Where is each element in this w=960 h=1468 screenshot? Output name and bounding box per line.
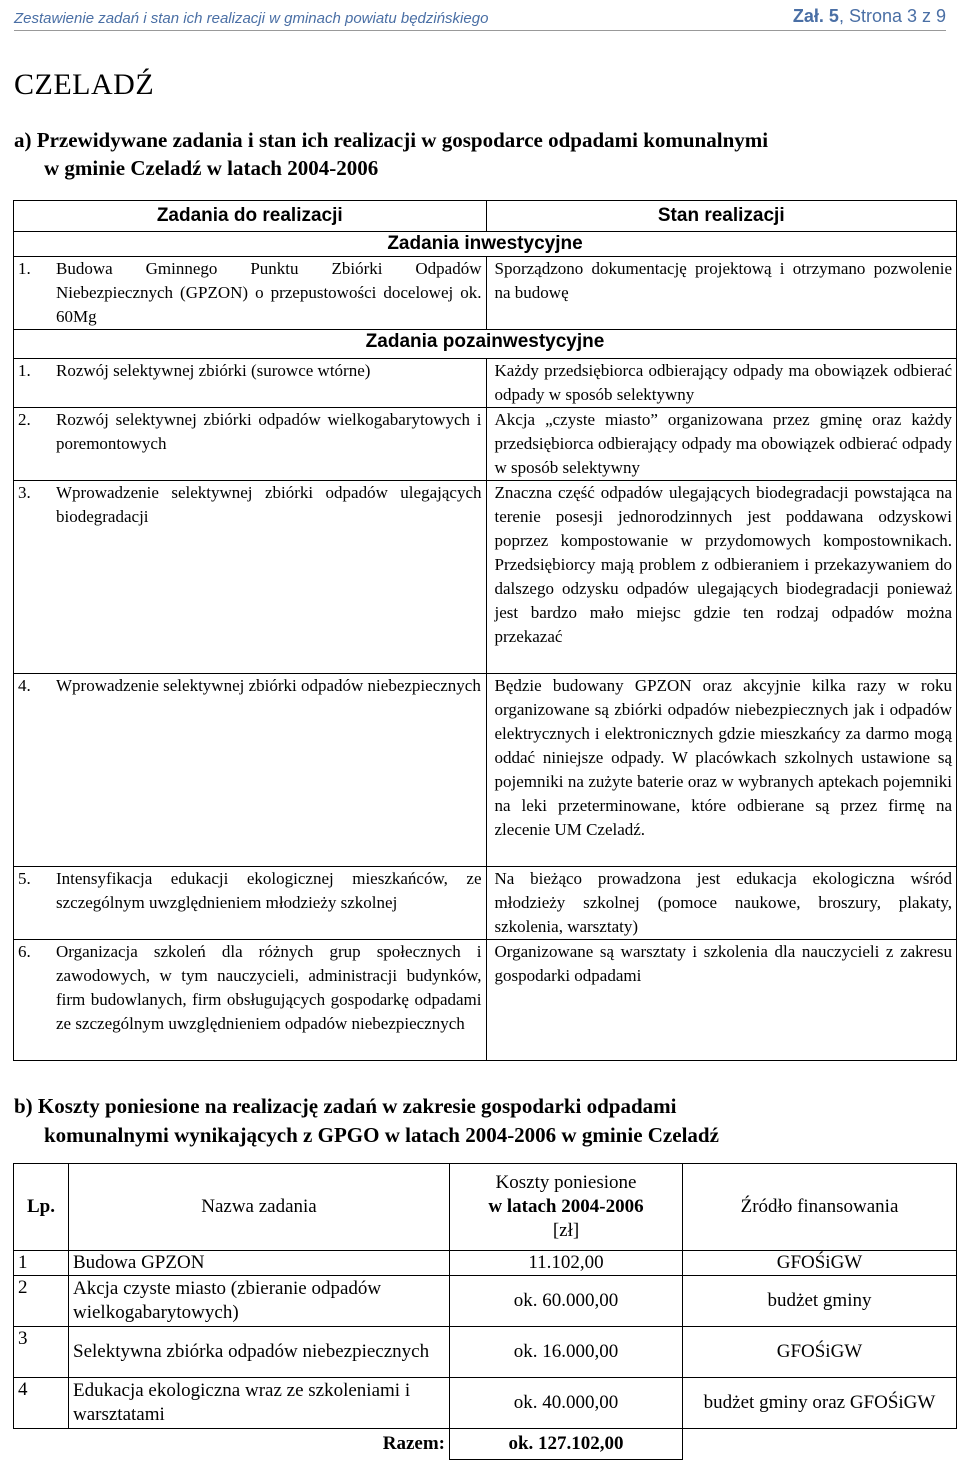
header-page-info bbox=[793, 6, 946, 27]
row-source: GFOŚiGW bbox=[683, 1327, 957, 1378]
task-text: Budowa Gminnego Punktu Zbiórki Odpadów Niebezpiecznych (GPZON) o przepustowości docelowej ok. 60Mg bbox=[56, 259, 482, 326]
total-row bbox=[14, 1429, 957, 1460]
status-text: Sporządzono dokumentację projektową i otrzymano pozwolenie na budowę bbox=[494, 259, 952, 302]
task-number: 4. bbox=[18, 676, 31, 695]
status-text: Znaczna część odpadów ulegających biodegradacji powstająca na terenie posesji jednorodzinnych jest poddawana odzyskowi poprzez kompostowanie w przydomowych kompostownikach. Przedsiębiorcy mają problem z odbieraniem i przekazywaniem do dalszego odzysku odpadów ulegających biodegradacji ponieważ jest bardzo mało miejsc gdzie ten rodzaj odpadów można przekazać bbox=[494, 483, 952, 646]
col-header-cost bbox=[450, 1164, 683, 1251]
section-b-line1: b) Koszty poniesione na realizację zadań w zakresie gospodarki odpadami bbox=[14, 1094, 677, 1118]
row-lp: 2 bbox=[14, 1276, 69, 1327]
table-row bbox=[14, 1276, 957, 1327]
status-text: Każdy przedsiębiorca odbierający odpady ma obowiązek odbierać odpady w sposób selektywny bbox=[494, 361, 952, 404]
table-row bbox=[14, 257, 957, 330]
attachment-number: Zał. 5 bbox=[792, 6, 839, 26]
page-header bbox=[14, 4, 946, 31]
row-source: budżet gminy oraz GFOŚiGW bbox=[683, 1378, 957, 1429]
section-a-heading bbox=[14, 126, 768, 182]
status-text: Będzie budowany GPZON oraz akcyjnie kilka razy w roku organizowane są zbiórki odpadów niebezpiecznych jak i odpadów elektrycznych i elektronicznych gdzie mieszkańcy za darmo mogą oddać niniejsze odpady. W placówkach szkolnych ustawione są pojemniki na zużyte baterie oraz w wybranych aptekach pojemniki na leki przeterminowane, które odbierane są przez firmę na zlecenie UM Czeladź. bbox=[494, 676, 952, 839]
task-number: 2. bbox=[18, 410, 31, 429]
row-name: Selektywna zbiórka odpadów niebezpiecznych bbox=[69, 1327, 450, 1378]
task-number: 6. bbox=[18, 942, 31, 961]
section-b-line2: komunalnymi wynikających z GPGO w latach 2004-2006 w gminie Czeladź bbox=[44, 1123, 719, 1147]
task-number: 5. bbox=[18, 869, 31, 888]
costs-table bbox=[13, 1163, 957, 1460]
section-a-line1: a) Przewidywane zadania i stan ich realizacji w gospodarce odpadami komunalnymi bbox=[14, 128, 769, 152]
table-row bbox=[14, 674, 957, 867]
row-name: Akcja czyste miasto (zbieranie odpadów wielkogabarytowych) bbox=[69, 1276, 450, 1327]
table-row bbox=[14, 1378, 957, 1429]
task-number: 1. bbox=[18, 361, 31, 380]
task-text: Rozwój selektywnej zbiórki (surowce wtórne) bbox=[56, 361, 371, 380]
row-source: budżet gminy bbox=[683, 1276, 957, 1327]
col-header-status: Stan realizacji bbox=[486, 201, 957, 232]
task-number: 1. bbox=[18, 259, 31, 278]
page-number: , Strona 3 z 9 bbox=[838, 6, 946, 26]
col-header-tasks: Zadania do realizacji bbox=[14, 201, 487, 232]
row-cost: ok. 40.000,00 bbox=[450, 1378, 683, 1429]
status-text: Na bieżąco prowadzona jest edukacja ekologiczna wśród młodzieży szkolnej (pomoce naukowe, broszury, plakaty, szkolenia, warsztaty) bbox=[494, 869, 952, 936]
row-lp: 1 bbox=[14, 1251, 69, 1276]
row-source: GFOŚiGW bbox=[683, 1251, 957, 1276]
row-name: Budowa GPZON bbox=[69, 1251, 450, 1276]
table-row bbox=[14, 1327, 957, 1378]
status-text: Akcja „czyste miasto” organizowana przez gminę oraz każdy przedsiębiorca odbierający odpady ma obowiązek odbierać odpady w sposób selektywny bbox=[494, 410, 952, 477]
row-lp: 4 bbox=[14, 1378, 69, 1429]
table-row bbox=[14, 359, 957, 408]
row-lp: 3 bbox=[14, 1327, 69, 1378]
task-text: Organizacja szkoleń dla różnych grup społecznych i zawodowych, w tym nauczycieli, administracji budynków, firm budowlanych, firm obsługujących gospodarkę odpadami ze szczególnym uwzględnieniem odpadów niebezpiecznych bbox=[56, 942, 482, 1033]
total-label: Razem: bbox=[14, 1429, 450, 1460]
table-row bbox=[14, 1251, 957, 1276]
header-title: Zestawienie zadań i stan ich realizacji w gminach powiatu będzińskiego bbox=[14, 10, 489, 27]
col-header-lp: Lp. bbox=[14, 1164, 69, 1251]
task-text: Wprowadzenie selektywnej zbiórki odpadów ulegających biodegradacji bbox=[56, 483, 482, 526]
tasks-table bbox=[13, 200, 957, 1061]
status-text: Organizowane są warsztaty i szkolenia dla nauczycieli z zakresu gospodarki odpadami bbox=[494, 942, 952, 985]
table-row bbox=[14, 408, 957, 481]
col-header-source: Źródło finansowania bbox=[683, 1164, 957, 1251]
task-text: Rozwój selektywnej zbiórki odpadów wielkogabarytowych i poremontowych bbox=[56, 410, 482, 453]
group-header-noninvestment: Zadania pozainwestycyjne bbox=[14, 330, 957, 359]
col-header-name: Nazwa zadania bbox=[69, 1164, 450, 1251]
section-b-heading bbox=[14, 1092, 719, 1150]
table-row bbox=[14, 867, 957, 940]
row-cost: ok. 16.000,00 bbox=[450, 1327, 683, 1378]
cost-header-line3: [zł] bbox=[552, 1220, 580, 1241]
group-header-investment: Zadania inwestycyjne bbox=[14, 232, 957, 257]
row-name: Edukacja ekologiczna wraz ze szkoleniami i warsztatami bbox=[69, 1378, 450, 1429]
task-number: 3. bbox=[18, 483, 31, 502]
total-value: ok. 127.102,00 bbox=[450, 1429, 683, 1460]
row-cost: ok. 60.000,00 bbox=[450, 1276, 683, 1327]
task-text: Intensyfikacja edukacji ekologicznej mieszkańców, ze szczególnym uwzględnieniem młodzieży szkolnej bbox=[56, 869, 482, 912]
cost-header-line2: w latach 2004-2006 bbox=[488, 1196, 644, 1217]
section-a-line2: w gminie Czeladź w latach 2004-2006 bbox=[44, 156, 379, 180]
city-title: CZELADŹ bbox=[14, 68, 155, 101]
table-row bbox=[14, 481, 957, 674]
table-row bbox=[14, 940, 957, 1061]
cost-header-line1: Koszty poniesione bbox=[495, 1172, 637, 1193]
row-cost: 11.102,00 bbox=[450, 1251, 683, 1276]
task-text: Wprowadzenie selektywnej zbiórki odpadów niebezpiecznych bbox=[56, 676, 481, 695]
